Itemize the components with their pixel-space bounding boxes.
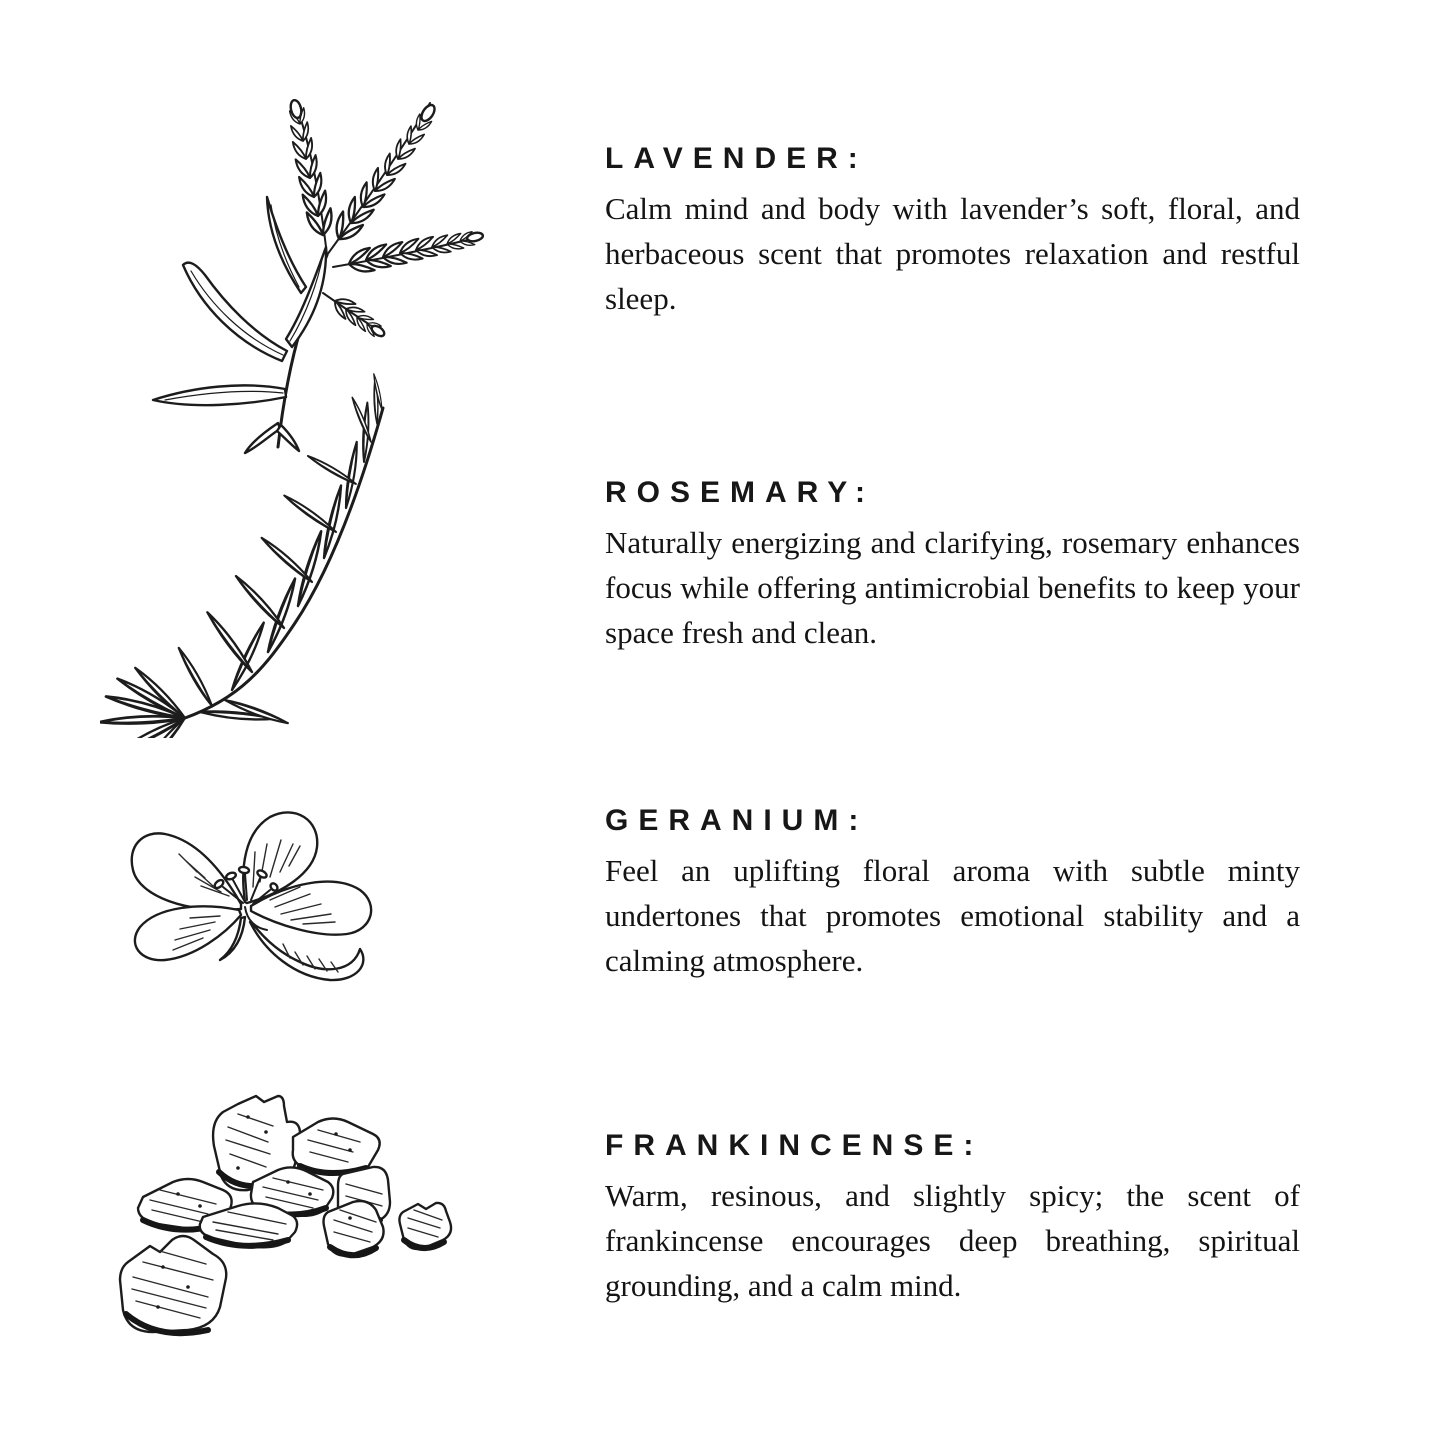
rosemary-drawing xyxy=(100,368,430,738)
frankincense-drawing xyxy=(88,1082,488,1357)
frankincense-description: Warm, resinous, and slightly spicy; the scent of frankincense encourages deep breathing, spiritual grounding, and a calm mind. xyxy=(605,1178,1300,1303)
rosemary-leaves xyxy=(100,374,386,738)
geranium-illustration xyxy=(95,782,410,1047)
rosemary-description: Naturally energizing and clarifying, rosemary enhances focus while offering antimicrobial benefits to keep your space fresh and clean. xyxy=(605,525,1300,650)
section-frankincense-text xyxy=(605,1129,1300,1308)
geranium-petals xyxy=(132,812,371,980)
frankincense-heading: FRANKINCENSE: xyxy=(605,1129,984,1162)
lavender-description: Calm mind and body with lavender’s soft, floral, and herbaceous scent that promotes relaxation and restful sleep. xyxy=(605,191,1300,316)
lavender-flower-spikes xyxy=(289,99,484,338)
geranium-heading: GERANIUM: xyxy=(605,804,869,837)
section-lavender-text xyxy=(605,142,1300,321)
geranium-description: Feel an uplifting floral aroma with subtle minty undertones that promotes emotional stability and a calming atmosphere. xyxy=(605,853,1300,978)
frankincense-chunks xyxy=(120,1096,451,1333)
frankincense-illustration xyxy=(88,1082,488,1357)
rosemary-heading: ROSEMARY: xyxy=(605,476,875,509)
section-rosemary-text xyxy=(605,476,1300,655)
rosemary-illustration xyxy=(100,368,430,738)
geranium-drawing xyxy=(95,782,410,1047)
lavender-heading: LAVENDER: xyxy=(605,142,868,175)
section-geranium-text xyxy=(605,804,1300,983)
